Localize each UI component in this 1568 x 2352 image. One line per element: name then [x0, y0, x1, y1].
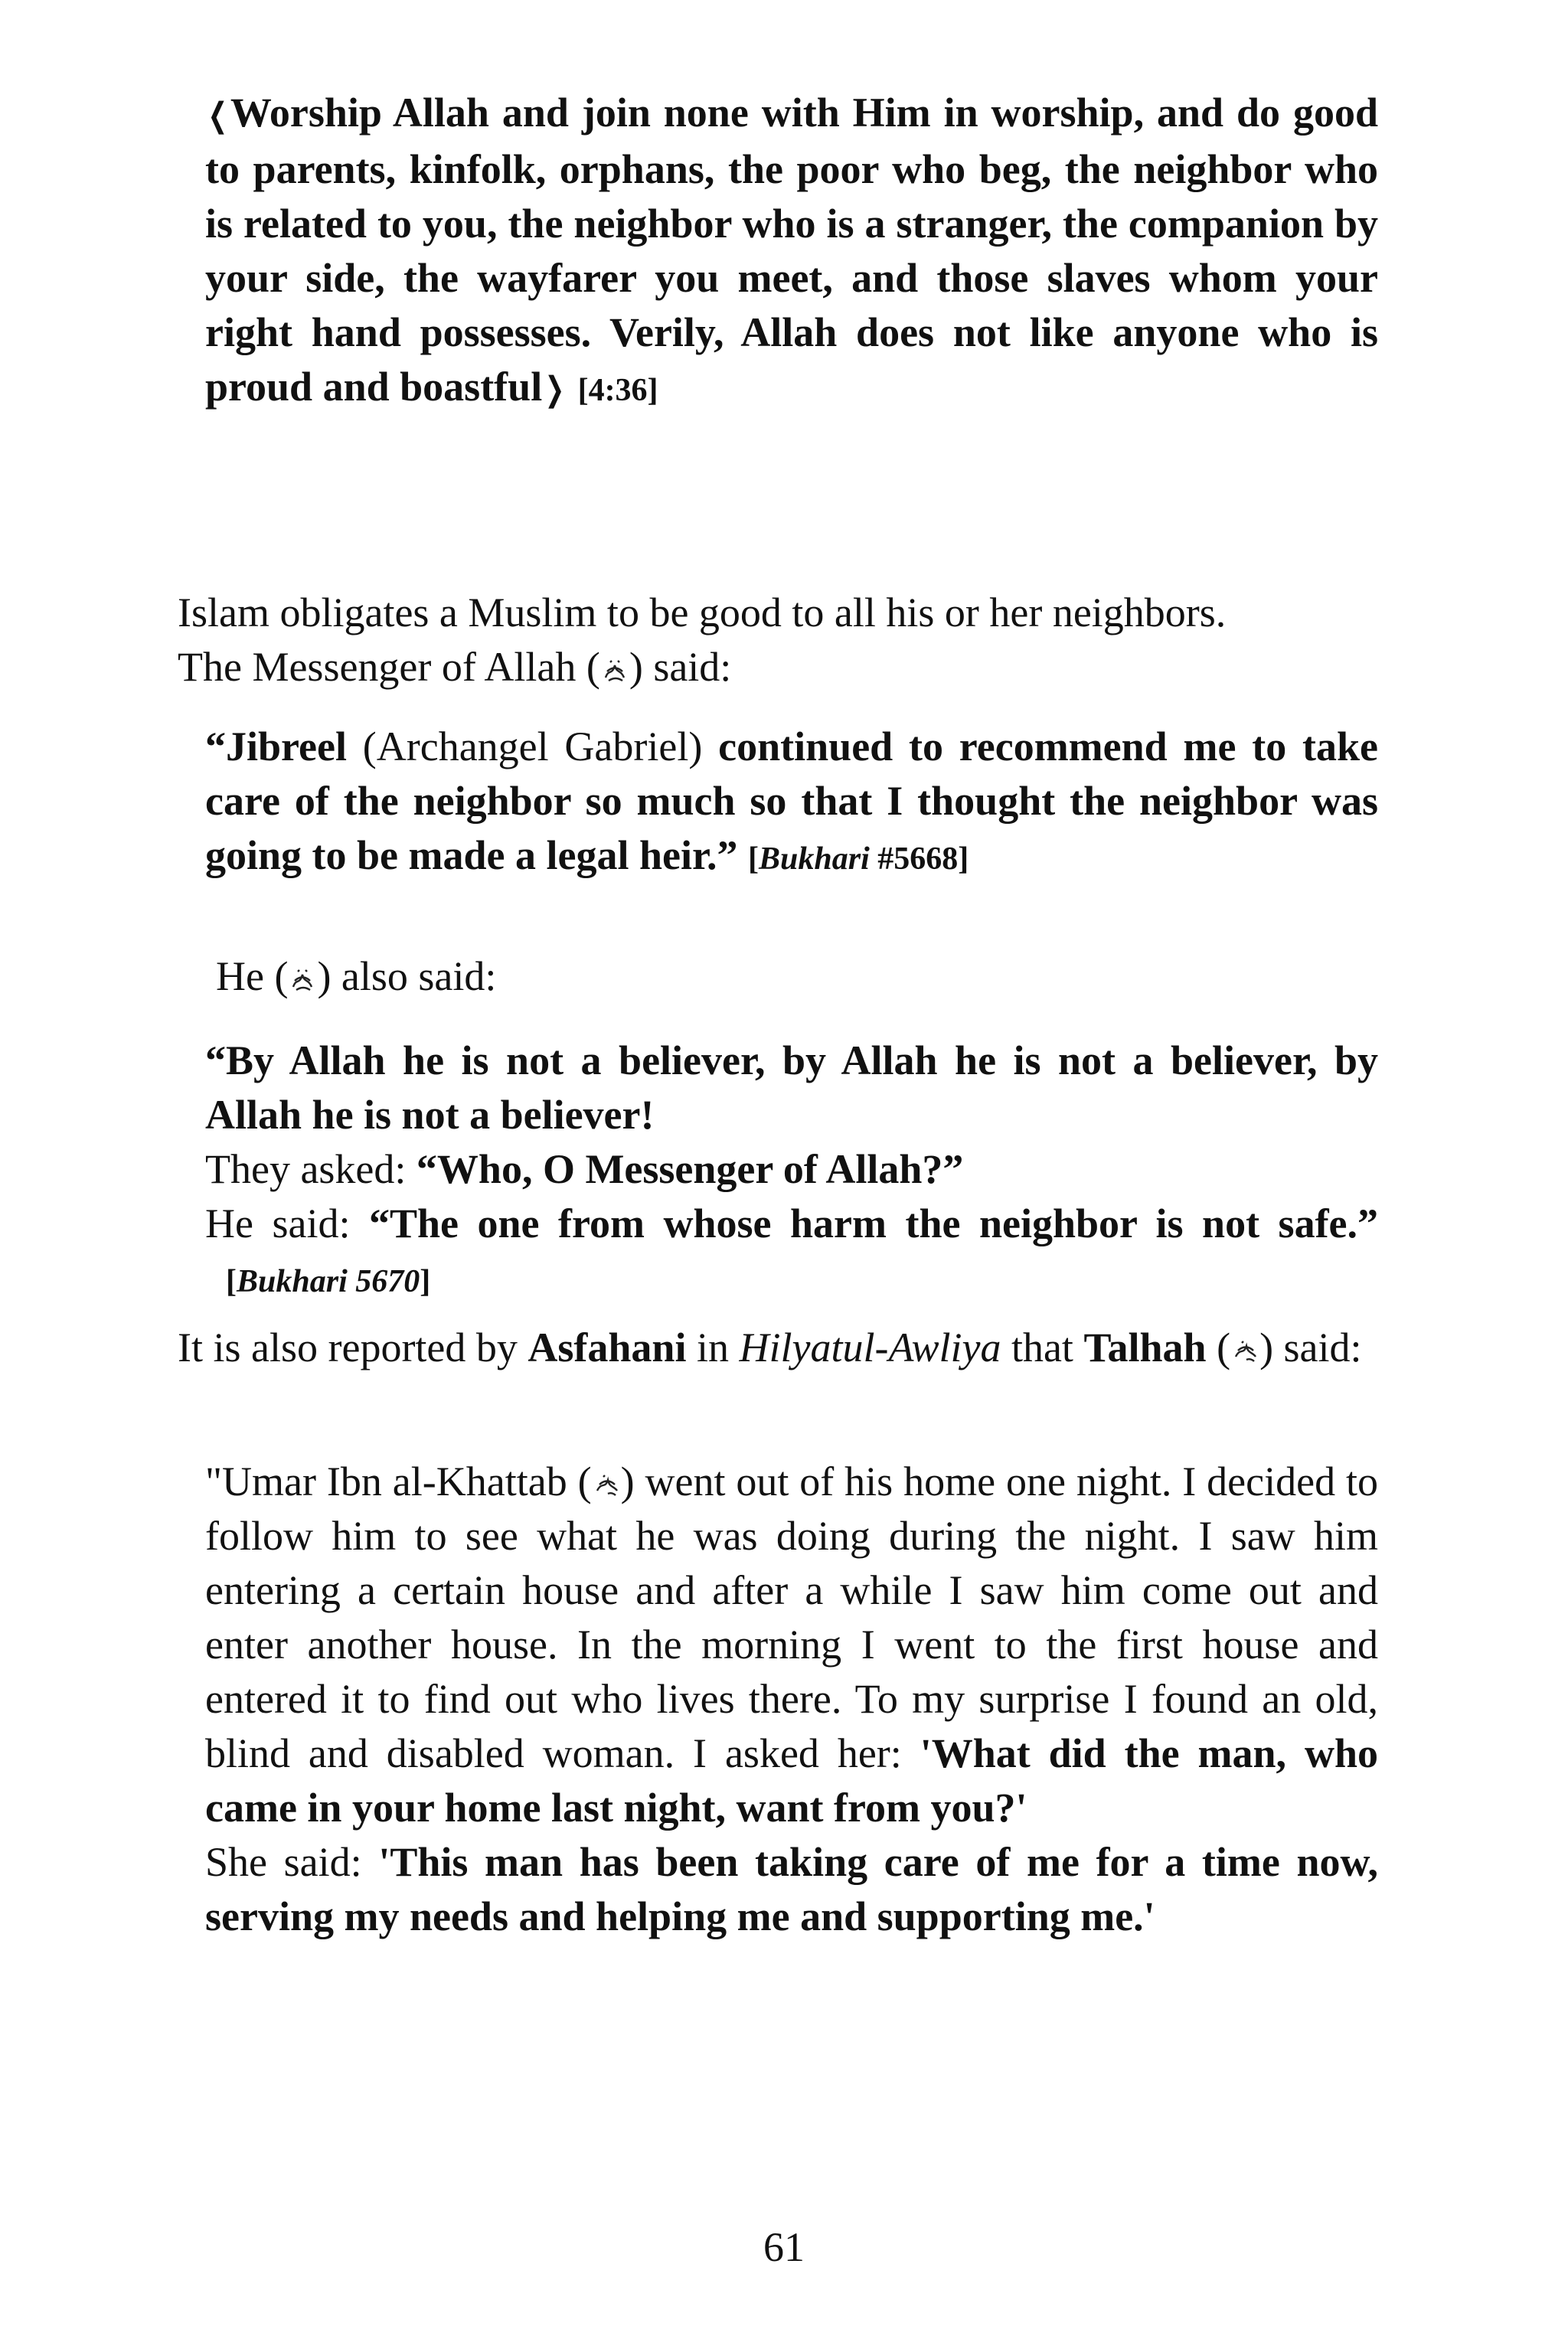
hadith-jibreel-aside: (Archangel Gabriel): [362, 724, 703, 769]
ref-number: #5668]: [877, 841, 969, 877]
honorific-calligraphy-icon: [1231, 1335, 1259, 1366]
story-opening-rest: ) went out of his home one night. I decided to follow him to see what he was doing during the night. I saw him entering a certain house and after a while I saw him come out and enter another house. In the morning I went to the first house and entered it to find out who lives there. To my surprise I found an old, blind and disabled woman. I asked her:: [205, 1459, 1378, 1776]
honorific-calligraphy-icon: [601, 655, 629, 685]
intro-line-2-start: The Messenger of Allah (: [178, 644, 600, 690]
hadith-jibreel-reference: [748, 841, 969, 877]
asfahani-name: Asfahani: [528, 1325, 687, 1370]
asfahani-t2: in: [696, 1325, 729, 1370]
hadith-believer-question: [205, 1142, 1378, 1197]
asfahani-t3: that: [1011, 1325, 1073, 1370]
honorific-calligraphy-icon: [593, 1469, 620, 1500]
ref-open-bracket: [: [226, 1264, 237, 1299]
she-said-text: 'This man has been taking care of me for a time now, serving my needs and helping me and supporting me.': [205, 1839, 1378, 1939]
said-text: “The one from whose harm the neighbor is not safe.”: [368, 1200, 1379, 1246]
asfahani-t4-start: (: [1217, 1325, 1231, 1370]
hadith-believer-text: “By Allah he is not a believer, by Allah he is not a believer, by Allah he is not a believer!: [205, 1037, 1378, 1138]
asfahani-t1: It is also reported by: [178, 1325, 518, 1370]
ref-open-bracket: [: [748, 841, 759, 877]
intro-line-1: Islam obligates a Muslim to be good to all his or her neighbors.: [178, 590, 1227, 635]
she-said-label: She said:: [205, 1839, 362, 1885]
verse-open-bracket: ❮: [207, 96, 228, 134]
intro-paragraph: [178, 586, 1396, 694]
said-label: He said:: [205, 1200, 351, 1246]
hadith-jibreel-name: “Jibreel: [205, 724, 347, 769]
honorific-calligraphy-icon: [289, 964, 316, 995]
asked-label: They asked:: [205, 1146, 407, 1192]
also-said-paragraph: [216, 949, 1435, 1004]
verse-reference: [4:36]: [577, 373, 658, 408]
verse-text: Worship Allah and join none with Him in worship, and do good to parents, kinfolk, orphans, the poor who beg, the neighbor who is related to you, the neighbor who is a stranger, the companion by your side, the wayfarer you meet, and those slaves whom your right hand possesses. Verily, Allah does not like anyone who is proud and boastful: [205, 90, 1378, 410]
also-said-end: ) also said:: [317, 953, 497, 999]
story-narrative: [205, 1455, 1378, 1835]
hadith-believer: [205, 1034, 1378, 1309]
verse-block: [205, 86, 1378, 418]
ref-source: Bukhari: [759, 841, 870, 877]
asked-text: “Who, O Messenger of Allah?”: [416, 1146, 964, 1192]
intro-line-2-end: ) said:: [629, 644, 732, 690]
also-said-start: He (: [216, 953, 289, 999]
book-title: Hilyatul-Awliya: [739, 1325, 1001, 1370]
story-answer: [205, 1835, 1378, 1944]
asfahani-paragraph: [178, 1321, 1396, 1375]
talhah-name: Talhah: [1083, 1325, 1207, 1370]
hadith-believer-reference: [226, 1264, 430, 1299]
verse-close-bracket: ❯: [544, 371, 565, 408]
hadith-believer-answer: [205, 1197, 1378, 1309]
story-question: 'What did the man, who came in your home last night, want from you?': [205, 1730, 1378, 1831]
hadith-jibreel: [205, 720, 1378, 887]
hadith-jibreel-text: continued to recommend me to take care of the neighbor so much so that I thought the neighbor was going to be made a legal heir.”: [205, 724, 1378, 878]
story-opening-start: "Umar Ibn al-Khattab (: [205, 1459, 592, 1504]
ref-source: Bukhari 5670: [237, 1264, 420, 1299]
umar-story: [205, 1455, 1378, 1944]
page-number: 61: [763, 2224, 805, 2270]
asfahani-t4-end: ) said:: [1259, 1325, 1362, 1370]
ref-close-bracket: ]: [420, 1264, 431, 1299]
